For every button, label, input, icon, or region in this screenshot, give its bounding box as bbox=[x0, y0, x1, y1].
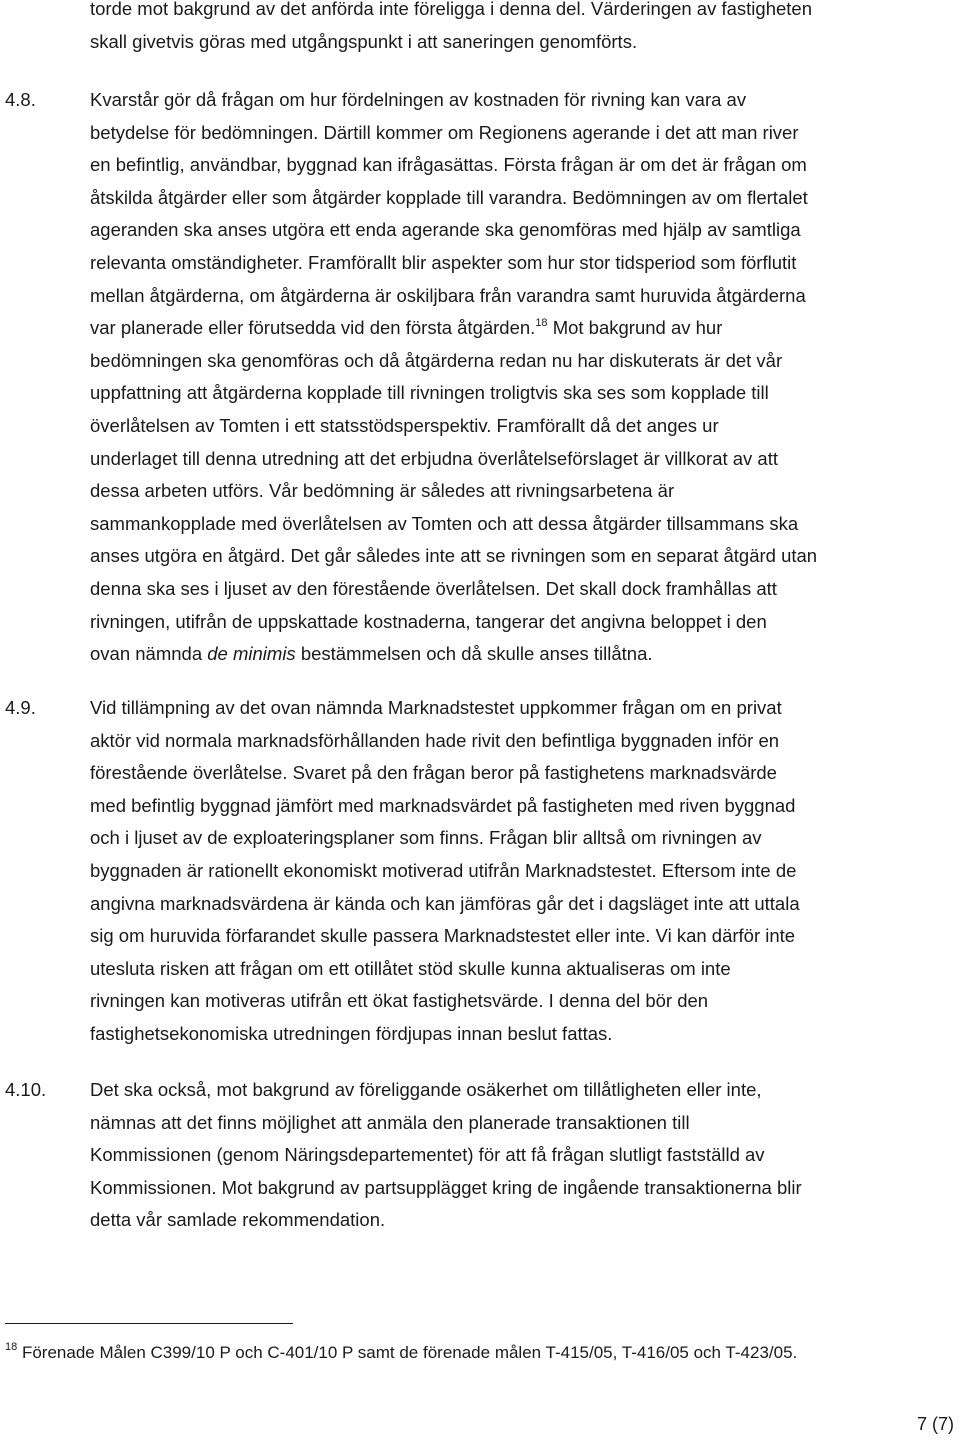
text-line: denna ska ses i ljuset av den förestående överlåtelsen. Det skall dock framhållas att bbox=[90, 577, 777, 599]
text-span: bestämmelsen och då skulle anses tillåtna. bbox=[295, 643, 653, 665]
footnote-reference[interactable]: 18 bbox=[535, 317, 548, 330]
text-line: uppfattning att åtgärderna kopplade till rivningen troligtvis ska ses som kopplade till bbox=[90, 382, 769, 404]
footnote bbox=[5, 1340, 905, 1366]
text-line: med befintlig byggnad jämfört med marknadsvärdet på fastigheten med riven byggnad bbox=[90, 794, 796, 816]
page-number: 7 (7) bbox=[916, 1414, 954, 1434]
text-line: anses utgöra en åtgärd. Det går således inte att se rivningen som en separat åtgärd utan bbox=[90, 545, 818, 567]
text-line: Det ska också, mot bakgrund av föreliggande osäkerhet om tillåtligheten eller inte, bbox=[90, 1079, 762, 1100]
carryover-paragraph bbox=[90, 0, 875, 58]
text-line: skall givetvis göras med utgångspunkt i att saneringen genomförts. bbox=[90, 30, 638, 52]
section-number-4-10: 4.10. bbox=[5, 1079, 47, 1100]
section-number-4-9: 4.9. bbox=[5, 697, 36, 718]
text-line: betydelse för bedömningen. Därtill kommer om Regionens agerande i det att man river bbox=[90, 121, 799, 143]
footnote-number: 18 bbox=[5, 1341, 18, 1353]
text-line: bedömningen ska genomföras och då åtgärderna redan nu har diskuterats är det vår bbox=[90, 349, 783, 371]
text-line: Kvarstår gör då frågan om hur fördelningen av kostnaden för rivning kan vara av bbox=[90, 89, 747, 110]
text-line: utesluta risken att frågan om ett otillåtet stöd skulle kunna aktualiseras om inte bbox=[90, 957, 731, 979]
text-line: aktör vid normala marknadsförhållanden hade rivit den befintliga byggnaden inför en bbox=[90, 729, 780, 751]
text-line: sig om huruvida förfarandet skulle passera Marknadstestet eller inte. Vi kan därför inte bbox=[90, 925, 796, 947]
text-line: torde mot bakgrund av det anförda inte föreligga i denna del. Värderingen av fastigheten bbox=[90, 0, 812, 19]
text-line: rivningen kan motiveras utifrån ett ökat fastighetsvärde. I denna del bör den bbox=[90, 990, 709, 1012]
text-line: överlåtelsen av Tomten i ett statsstödsperspektiv. Framförallt då det anges ur bbox=[90, 414, 719, 436]
section-4-9-paragraph bbox=[90, 692, 875, 1051]
text-line: Kommissionen (genom Näringsdepartementet) för att få frågan slutligt fastställd av bbox=[90, 1144, 765, 1166]
text-span: ovan nämnda bbox=[90, 643, 208, 665]
text-line: och i ljuset av de exploateringsplaner som finns. Frågan blir alltså om rivningen av bbox=[90, 827, 762, 849]
italic-term: de minimis bbox=[207, 643, 296, 665]
text-line bbox=[90, 312, 875, 345]
text-span: Mot bakgrund av hur bbox=[547, 317, 723, 339]
text-line: Kommissionen. Mot bakgrund av partsupplägget kring de ingående transaktionerna blir bbox=[90, 1176, 802, 1198]
text-line: angivna marknadsvärdena är kända och kan jämföras går det i dagsläget inte att uttala bbox=[90, 892, 800, 914]
text-line: åtskilda åtgärder eller som åtgärder kopplade till varandra. Bedömningen av om flertalet bbox=[90, 186, 808, 208]
text-line: nämnas att det finns möjlighet att anmäla den planerade transaktionen till bbox=[90, 1111, 690, 1133]
text-line: fastighetsekonomiska utredningen fördjupas innan beslut fattas. bbox=[90, 1022, 613, 1044]
footnote-separator bbox=[5, 1323, 293, 1324]
text-line: rivningen, utifrån de uppskattade kostnaderna, tangerar det angivna beloppet i den bbox=[90, 610, 767, 632]
text-line: underlaget till denna utredning att det erbjudna överlåtelseförslaget är villkorat av att bbox=[90, 447, 779, 469]
text-line: relevanta omständigheter. Framförallt blir aspekter som hur stor tidsperiod som förflutit bbox=[90, 251, 797, 273]
section-4-10-paragraph bbox=[90, 1074, 875, 1237]
text-line: mellan åtgärderna, om åtgärderna är oskiljbara från varandra samt huruvida åtgärderna bbox=[90, 284, 806, 306]
footnote-text: Förenade Målen C399/10 P och C-401/10 P samt de förenade målen T-415/05, T-416/05 och T-423/05. bbox=[17, 1343, 798, 1362]
text-line: sammankopplade med överlåtelsen av Tomten och att dessa åtgärder tillsammans ska bbox=[90, 512, 799, 534]
text-line bbox=[90, 638, 875, 671]
text-line: Vid tillämpning av det ovan nämnda Marknadstestet uppkommer frågan om en privat bbox=[90, 697, 782, 718]
text-line: en befintlig, användbar, byggnad kan ifrågasättas. Första frågan är om det är frågan om bbox=[90, 154, 807, 176]
text-line: byggnaden är rationellt ekonomiskt motiverad utifrån Marknadstestet. Eftersom inte de bbox=[90, 859, 797, 881]
section-4-8-paragraph bbox=[90, 84, 875, 671]
text-line: förestående överlåtelse. Svaret på den frågan beror på fastighetens marknadsvärde bbox=[90, 762, 777, 784]
text-line: ageranden ska anses utgöra ett enda agerande ska genomföras med hjälp av samtliga bbox=[90, 219, 801, 241]
text-span: var planerade eller förutsedda vid den första åtgärden. bbox=[90, 317, 536, 339]
text-line: detta vår samlade rekommendation. bbox=[90, 1209, 386, 1231]
text-line: dessa arbeten utförs. Vår bedömning är således att rivningsarbetena är bbox=[90, 480, 675, 502]
section-number-4-8: 4.8. bbox=[5, 89, 36, 110]
